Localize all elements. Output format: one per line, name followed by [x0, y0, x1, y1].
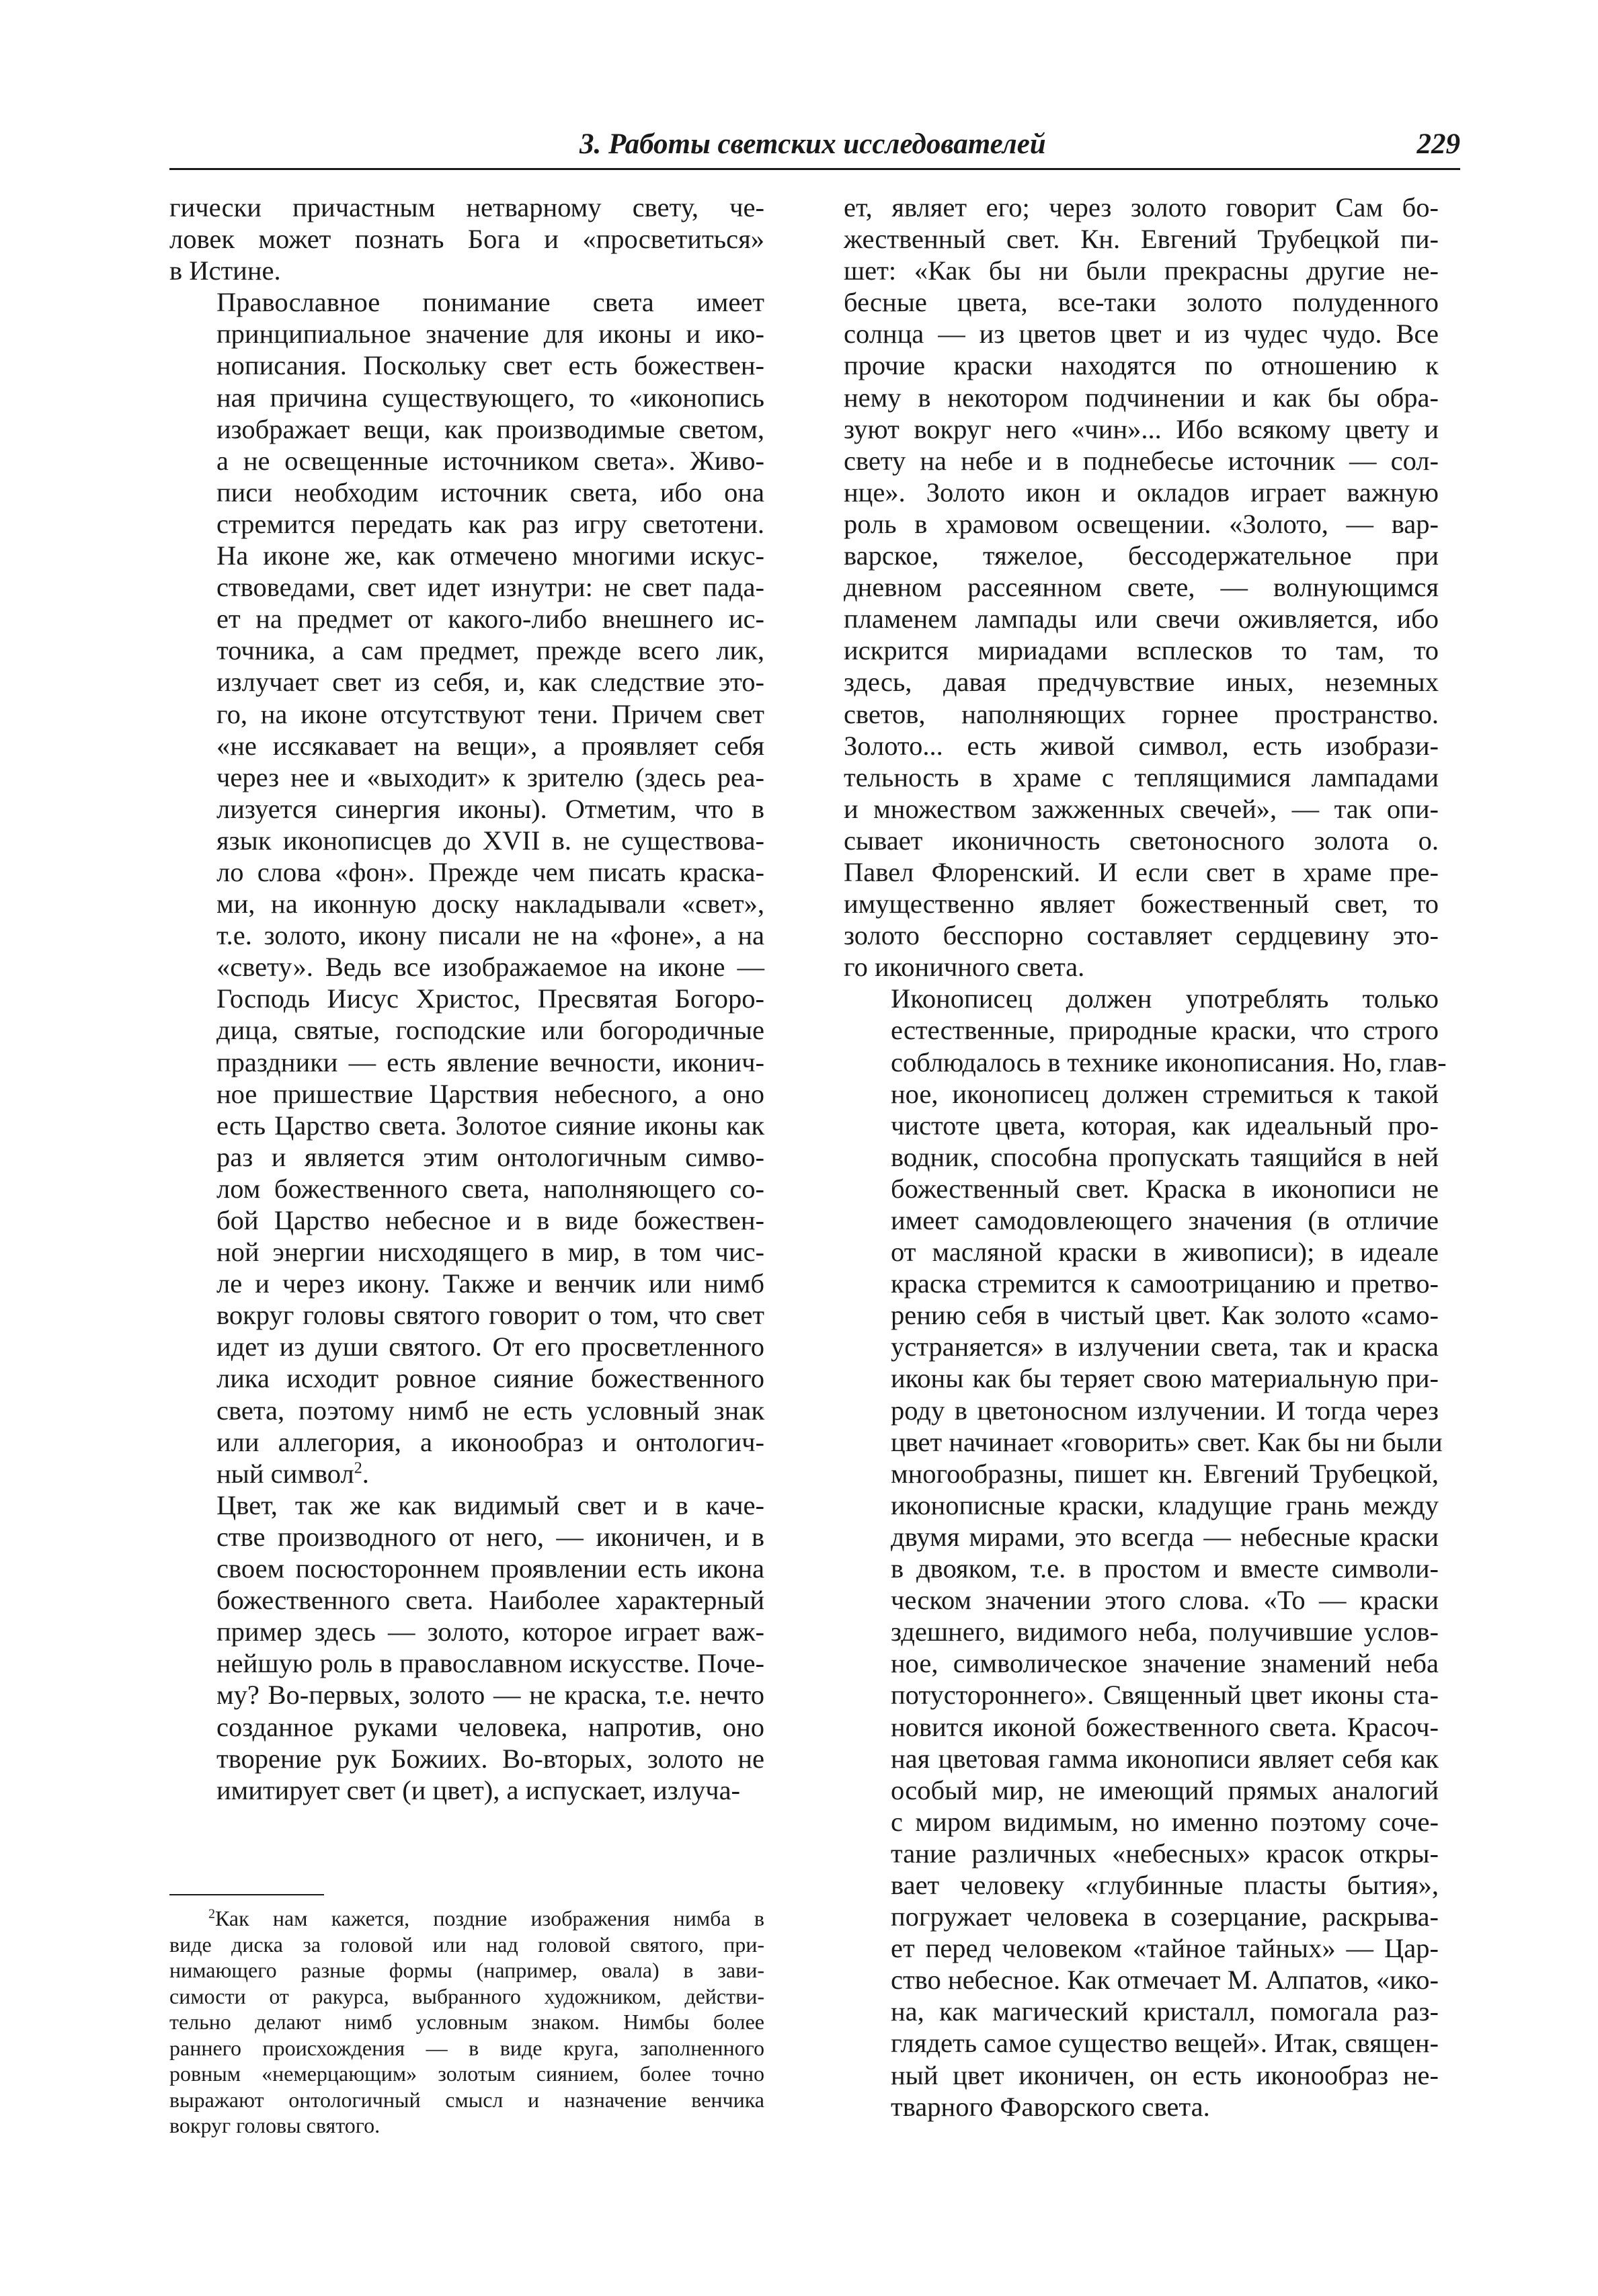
text-line: му? Во-первых, золото — не краска, т.е. нечто: [216, 1680, 764, 1711]
text-line: праздники — есть явление вечности, иконич-: [216, 1047, 764, 1077]
text-line: ная причина существующего, то «иконопись: [216, 382, 764, 413]
text-line: и множеством зажженных свечей», — так опи-: [844, 793, 1439, 824]
text-line: ство небесное. Как отмечает М. Алпатов, «ико-: [891, 1965, 1439, 1996]
text-line: роль в храмовом освещении. «Золото, — вар-: [844, 508, 1439, 539]
text-line: здешнего, видимого неба, получившие услов-: [891, 1616, 1439, 1647]
text-line: ческом значении этого слова. «То — краски: [891, 1585, 1439, 1616]
text-line: творение рук Божиих. Во-вторых, золото не: [216, 1743, 764, 1774]
text-line: здесь, давая предчувствие иных, неземных: [844, 667, 1439, 698]
page-number: 229: [1416, 128, 1460, 160]
text-line: ле и через икону. Также и венчик или нимб: [216, 1268, 764, 1299]
text-line: золото бесспорно составляет сердцевину это-: [844, 920, 1439, 951]
text-line: солнца — из цветов цвет и из чудес чудо. Все: [844, 319, 1439, 350]
text-line: ная цветовая гамма иконописи являет себя как: [891, 1743, 1439, 1774]
text-line: лизуется синергия иконы). Отметим, что в: [216, 793, 764, 824]
text-line: погружает человека в созерцание, раскрыва-: [891, 1901, 1439, 1932]
text-line: прочие краски находятся по отношению к: [844, 350, 1439, 381]
left-paragraph-1: [169, 192, 764, 286]
text-line: в двояком, т.е. в простом и вместе символи-: [891, 1553, 1439, 1584]
text-line: устраняется» в излучении света, так и краска: [891, 1331, 1439, 1362]
text-line: иконописные краски, кладущие грань между: [891, 1489, 1439, 1520]
text-line: иконы как бы теряет свою материальную при-: [891, 1363, 1439, 1394]
left-paragraph-3: [169, 1489, 764, 1806]
text-line: божественный свет. Краска в иконописи не: [891, 1173, 1439, 1204]
text-line: света, поэтому нимб не есть условный знак: [216, 1395, 764, 1426]
footnote-reference[interactable]: 2: [354, 1459, 362, 1477]
text-line: тварного Фаворского света.: [891, 2091, 1210, 2122]
text-line: ет, являет его; через золото говорит Сам бо-: [844, 192, 1439, 222]
text-line: созданное руками человека, напротив, оно: [216, 1711, 764, 1742]
text-line: писи необходим источник света, ибо она: [216, 477, 764, 507]
text-line: с миром видимым, но именно поэтому соче-: [891, 1806, 1439, 1837]
text-line: тельно делают нимб условным знаком. Нимбы более: [169, 2010, 764, 2034]
text-line: свету на небе и в поднебесье источник — сол-: [844, 445, 1439, 476]
left-paragraph-2: [169, 286, 764, 1489]
text-line: цвет начинает «говорить» свет. Как бы ни были: [891, 1426, 1443, 1457]
text-line: а не освещенные источником света». Живо-: [216, 445, 764, 476]
text-line: стремится передать как раз игру светотени.: [216, 508, 764, 539]
text-line: естественные, природные краски, что строго: [891, 1015, 1439, 1046]
text-line: новится иконой божественного света. Красоч-: [891, 1711, 1439, 1742]
text-line: дневном рассеянном свете, — волнующимся: [844, 572, 1439, 603]
text-line: идет из души святого. От его просветленного: [216, 1331, 764, 1362]
text-line: Золото... есть живой символ, есть изобрази-: [844, 730, 1439, 761]
text-line: ное пришествие Царствия небесного, а оно: [216, 1078, 764, 1109]
text-line: краска стремится к самоотрицанию и претво-: [891, 1268, 1439, 1299]
text-line: дица, святые, господские или богородичные: [216, 1015, 764, 1046]
text-line: тание различных «небесных» красок откры-: [891, 1838, 1439, 1869]
text-line: ровным «немерцающим» золотым сиянием, более точно: [169, 2061, 764, 2086]
text-line: тельность в храме с теплящимися лампадами: [844, 762, 1439, 792]
text-line: лом божественного света, наполняющего со-: [216, 1173, 764, 1204]
text-line: пример здесь — золото, которое играет важ-: [216, 1616, 764, 1647]
text-line: особый мир, не имеющий прямых аналогий: [891, 1774, 1439, 1805]
text-line: го, на иконе отсутствуют тени. Причем свет: [216, 698, 764, 729]
text-line: ный символ$^2$.: [216, 1458, 369, 1489]
text-line: вокруг головы святого.: [169, 2113, 381, 2137]
text-line: через нее и «выходит» к зрителю (здесь реа-: [216, 762, 764, 792]
text-line: На иконе же, как отмечено многими искус-: [216, 540, 764, 571]
text-line: шет: «Как бы ни были прекрасны другие не-: [844, 255, 1439, 286]
text-line: пламенем лампады или свечи оживляется, ибо: [844, 604, 1439, 634]
text-line: нце». Золото икон и окладов играет важную: [844, 477, 1439, 507]
text-line: нему в некотором подчинении и как бы обра-: [844, 382, 1439, 413]
footnote-marker: 2: [208, 1906, 215, 1922]
text-line: потустороннего». Священный цвет иконы ста-: [891, 1680, 1439, 1711]
text-line: $^2$Как нам кажется, поздние изображения нимба в: [208, 1906, 764, 1930]
footnote: [169, 1905, 764, 2139]
text-line: бесные цвета, все-таки золото полуденного: [844, 287, 1439, 318]
text-line: есть Царство света. Золотое сияние иконы как: [216, 1110, 764, 1141]
text-line: или аллегория, а иконообраз и онтологич-: [216, 1426, 764, 1457]
text-line: ло слова «фон». Прежде чем писать краска-: [216, 856, 764, 887]
text-line: искрится мириадами всплесков то там, то: [844, 635, 1439, 666]
left-column: [169, 192, 764, 1806]
text-line: божественного света. Наиболее характерный: [216, 1585, 764, 1616]
text-line: ной энергии нисходящего в мир, в том чис-: [216, 1237, 764, 1268]
text-line: виде диска за головой или над головой святого, при-: [169, 1932, 764, 1957]
text-line: изображает вещи, как производимые светом,: [216, 413, 764, 444]
text-line: рению себя в чистый цвет. Как золото «само-: [891, 1300, 1439, 1331]
text-line: ет перед человеком «тайное тайных» — Цар-: [891, 1933, 1439, 1964]
text-line: ное, иконописец должен стремиться к такой: [891, 1078, 1439, 1109]
text-line: Цвет, так же как видимый свет и в каче-: [216, 1489, 764, 1520]
text-line: излучает свет из себя, и, как следствие это-: [216, 667, 764, 698]
text-line: раз и является этим онтологичным симво-: [216, 1141, 764, 1172]
text-line: ствоведами, свет идет изнутри: не свет пада-: [216, 572, 764, 603]
text-line: нимающего разные формы (например, овала) в зави-: [169, 1958, 764, 1982]
text-line: нейшую роль в православном искусстве. Поче-: [216, 1648, 764, 1679]
text-line: имитирует свет (и цвет), а испускает, излуча-: [216, 1774, 741, 1805]
text-line: го иконичного света.: [844, 952, 1085, 983]
text-line: раннего происхождения — в виде круга, заполненного: [169, 2035, 764, 2060]
text-line: на, как магический кристалл, помогала раз-: [891, 1996, 1439, 2027]
text-line: ет на предмет от какого-либо внешнего ис-: [216, 604, 764, 634]
text-line: Павел Флоренский. И если свет в храме пре-: [844, 856, 1439, 887]
text-line: «не иссякавает на вещи», а проявляет себя: [216, 730, 764, 761]
text-line: Иконописец должен употреблять только: [891, 983, 1439, 1014]
text-line: чистоте цвета, которая, как идеальный про-: [891, 1110, 1439, 1141]
text-line: многообразны, пишет кн. Евгений Трубецкой,: [891, 1458, 1439, 1489]
right-paragraph-2: [844, 983, 1447, 2122]
text-line: от масляной краски в живописи); в идеале: [891, 1237, 1439, 1268]
text-line: точника, а сам предмет, прежде всего лик,: [216, 635, 764, 666]
text-line: зуют вокруг него «чин»... Ибо всякому цвету и: [844, 413, 1439, 444]
right-column: [844, 192, 1447, 2123]
text-line: ный цвет иконичен, он есть иконообраз не-: [891, 2059, 1439, 2090]
text-line: вает человеку «глубинные пласты бытия»,: [891, 1869, 1439, 1900]
text-line: глядеть самое существо вещей». Итак, священ-: [891, 2028, 1439, 2059]
text-line: нописания. Поскольку свет есть божествен-: [216, 350, 764, 381]
text-line: выражают онтологичный смысл и назначение венчика: [169, 2087, 764, 2112]
text-line: вокруг головы святого говорит о том, что свет: [216, 1300, 764, 1331]
text-line: ное, символическое значение знамений неба: [891, 1648, 1439, 1679]
text-line: жественный свет. Кн. Евгений Трубецкой пи-: [844, 224, 1439, 255]
text-line: т.е. золото, икону писали не на «фоне», а на: [216, 920, 764, 951]
running-title: 3. Работы светских исследователей: [580, 128, 1046, 160]
right-paragraph-1: [844, 192, 1439, 983]
text-line: стве производного от него, — иконичен, и в: [216, 1521, 764, 1552]
text-line: гически причастным нетварному свету, че-: [169, 192, 764, 222]
text-line: бой Царство небесное и в виде божествен-: [216, 1205, 764, 1235]
text-line: ловек может познать Бога и «просветиться»: [169, 224, 764, 255]
text-line: имеет самодовлеющего значения (в отличие: [891, 1205, 1439, 1235]
text-line: соблюдалось в технике иконописания. Но, глав-: [891, 1047, 1447, 1077]
text-line: лика исходит ровное сияние божественного: [216, 1363, 764, 1394]
text-line: в Истине.: [169, 255, 281, 286]
text-line: «свету». Ведь все изображаемое на иконе —: [216, 952, 764, 983]
text-line: варское, тяжелое, бессодержательное при: [844, 540, 1439, 571]
footnote-rule: [169, 1894, 324, 1895]
text-line: роду в цветоносном излучении. И тогда через: [891, 1395, 1439, 1426]
text-line: язык иконописцев до XVII в. не существова-: [216, 825, 764, 856]
text-line: сывает иконичность светоносного золота о.: [844, 825, 1439, 856]
text-line: светов, наполняющих горнее пространство.: [844, 698, 1439, 729]
text-line: Господь Иисус Христос, Пресвятая Богоро-: [216, 983, 764, 1014]
running-header: [169, 128, 1460, 170]
text-line: ми, на иконную доску накладывали «свет»,: [216, 889, 764, 919]
text-line: водник, способна пропускать таящийся в ней: [891, 1141, 1439, 1172]
text-line: своем посюстороннем проявлении есть икона: [216, 1553, 764, 1584]
text-line: имущественно являет божественный свет, то: [844, 889, 1439, 919]
text-line: принципиальное значение для иконы и ико-: [216, 319, 764, 350]
text-line: Православное понимание света имеет: [216, 287, 764, 318]
text-line: двумя мирами, это всегда — небесные краски: [891, 1521, 1439, 1552]
text-line: симости от ракурса, выбранного художником, действи-: [169, 1983, 764, 2008]
